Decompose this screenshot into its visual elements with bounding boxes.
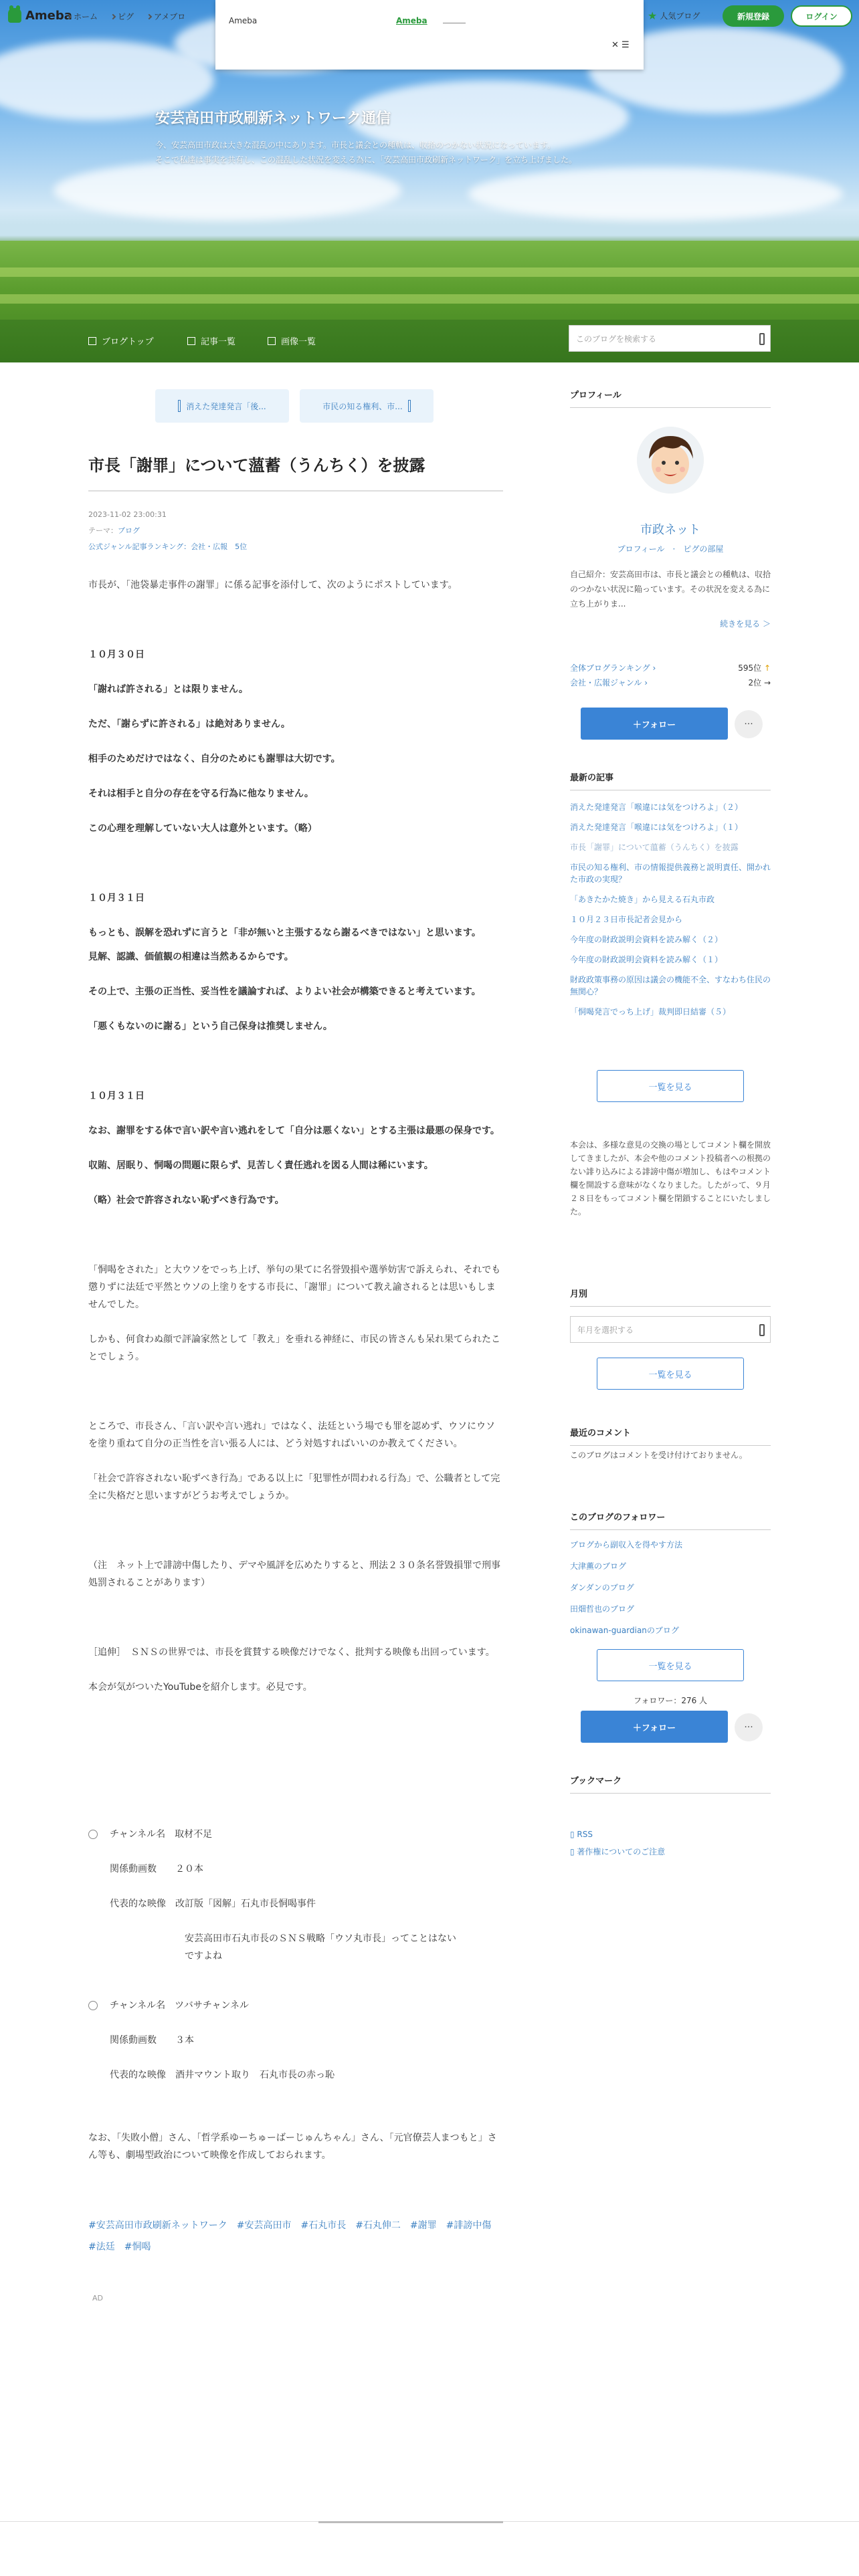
prev-entry-button[interactable] bbox=[155, 389, 289, 423]
global-nav-pig[interactable] bbox=[111, 11, 134, 22]
ameba-logo[interactable] bbox=[8, 8, 72, 23]
quote-line: もっとも、誤解を恐れずに言うと「非が無いと主張するなら謝るべきではない」と思います。 bbox=[88, 928, 481, 938]
article-body bbox=[88, 576, 503, 1696]
comments-disabled-text: このブログはコメントを受け付けておりません。 bbox=[570, 1451, 747, 1460]
login-button[interactable]: ログイン bbox=[791, 5, 852, 27]
nav-label: 画像一覧 bbox=[281, 337, 316, 347]
ranking-label[interactable]: 公式ジャンル記事ランキング： bbox=[88, 542, 191, 551]
next-entry-button[interactable] bbox=[300, 389, 434, 423]
bookmarks-heading: ブックマーク bbox=[570, 1774, 771, 1794]
field-band bbox=[0, 267, 859, 277]
ranking-value: 2位 bbox=[748, 678, 762, 687]
quote-line: その上で、主張の正当性、妥当性を議論すれば、よりよい社会が構築できると考えています。 bbox=[88, 986, 481, 997]
paragraph: （注 ネット上で誹謗中傷したり、デマや風評を広めたりすると、刑法２３０条名誉毀損罪で刑事処罰されることがあります） bbox=[88, 1560, 500, 1588]
chevron-icon bbox=[110, 13, 116, 19]
monthly-archive-more-button[interactable]: 一覧を見る bbox=[597, 1358, 744, 1390]
quote-line: 「謝れば許される」とは限りません。 bbox=[88, 684, 248, 695]
chevron-right-icon bbox=[408, 400, 411, 412]
nav-image-list[interactable] bbox=[268, 334, 316, 347]
recent-entry-link[interactable]: 今年度の財政説明会資料を読み解く（１） bbox=[570, 955, 723, 964]
paragraph: 「恫喝をされた」と大ウソをでっち上げ、挙句の果てに名誉毀損や選挙妨害で訴えられ、それでも懲りずに法廷で平然とウソの上塗りをする市長に、「謝罪」について教え諭されるとは思いもしませんでした。 bbox=[88, 1265, 501, 1310]
month-select-placeholder: 年月を選択する bbox=[577, 1325, 634, 1335]
paragraph: 「社会で許容されない恥ずべき行為」である以上に「犯罪性が問われる行為」で、公職者として完全に失格だと思いますがどうお考えでしょうか。 bbox=[88, 1473, 500, 1501]
recent-entry-link[interactable]: 今年度の財政説明会資料を読み解く（２） bbox=[570, 935, 723, 944]
trend-flat-icon: → bbox=[763, 678, 771, 687]
recent-entries-more-button[interactable]: 一覧を見る bbox=[597, 1070, 744, 1102]
global-nav bbox=[67, 11, 185, 22]
channel-label: チャンネル名 bbox=[110, 2000, 166, 2011]
global-nav-label: ピグ bbox=[118, 12, 134, 21]
paragraph: ところで、市長さん、「言い訳や言い逃れ」ではなく、法廷という場でも罪を認めず、ウソにウソを塗り重ねて自分の正当性を言い張る人には、どう対処すればいいのか教えてください。 bbox=[88, 1421, 496, 1449]
follower-link[interactable]: 田畑哲也のブログ bbox=[570, 1604, 635, 1614]
more-options-icon[interactable]: ··· bbox=[735, 710, 763, 738]
quote-line: 「悪くもないのに謝る」という自己保身は推奨しません。 bbox=[88, 1021, 332, 1032]
channel-video: 安芸高田市石丸市長のＳＮＳ戦略「ウソ丸市長」ってことはない bbox=[185, 1933, 456, 1944]
blog-description-line: 今、安芸高田市政は大きな混乱の中にあります。市長と議会との種軌は、収拾のつかない状況になっています。 bbox=[155, 140, 556, 150]
nav-entry-list[interactable] bbox=[187, 334, 235, 347]
followers-list bbox=[570, 1534, 771, 1641]
channel-name: 取材不足 bbox=[175, 1829, 213, 1840]
circle-bullet-icon bbox=[88, 1830, 98, 1839]
channel-label: 代表的な映像 bbox=[110, 2070, 166, 2080]
image-icon bbox=[268, 337, 276, 345]
overall-ranking[interactable] bbox=[570, 662, 771, 673]
blog-description bbox=[155, 138, 690, 167]
channel-label: 代表的な映像 bbox=[110, 1899, 166, 1909]
channel-name: ツバサチャンネル bbox=[175, 2000, 250, 2011]
blog-title[interactable]: 安芸高田市政刷新ネットワーク通信 bbox=[155, 110, 391, 127]
cloud bbox=[54, 160, 401, 221]
article-date: 2023-11-02 23:00:31 bbox=[88, 510, 167, 519]
monthly-archive-heading: 月別 bbox=[570, 1287, 771, 1307]
ranking-value[interactable]: 会社・広報 5位 bbox=[191, 542, 248, 551]
hashtag-list[interactable]: #安芸高田市政刷新ネットワーク #安芸高田市 #石丸市長 #石丸伸二 #謝罪 #誹謗中傷 #法廷 #恫喝 bbox=[88, 2220, 501, 2252]
followers-heading: このブログのフォロワー bbox=[570, 1510, 771, 1530]
home-icon bbox=[88, 337, 96, 345]
profile-intro: 自己紹介：安芸高田市は、市長と議会との種軌は、収拾のつかない状況に陥っています。その状況を変える為に立ち上がりま... bbox=[570, 570, 771, 609]
global-nav-label: ホーム bbox=[74, 12, 98, 21]
popular-blog-label: 人気ブログ bbox=[660, 11, 700, 21]
comment-notice: 本会は、多様な意見の交換の場としてコメント欄を開放してきましたが、本会や他のコメント投稿者への根拠のない誹り込みによる誹謗中傷が増加し、もはやコメント欄を開設する意味がなくなりました。したがって、９月２８日をもってコメント欄を閉鎖することにいたしました。 bbox=[570, 1140, 771, 1216]
paragraph: なお、「失敗小僧」さん、「哲学系ゆーちゅーばーじゅんちゃん」さん、「元官僚芸人まつもと」さん等も、劇場型政治について映像を作成しておられます。 bbox=[88, 2133, 497, 2161]
profile-links: プロフィール · ピグの部屋 bbox=[617, 544, 724, 554]
recent-entry-link[interactable]: 消えた発達発言「喉違には気をつけろよ」（２） bbox=[570, 802, 743, 812]
chevron-left-icon bbox=[178, 400, 181, 412]
follower-link[interactable]: 大津薫のブログ bbox=[570, 1562, 627, 1571]
nav-label: 記事一覧 bbox=[201, 337, 236, 347]
article-theme bbox=[88, 523, 247, 539]
quote-date: １０月３０日 bbox=[88, 649, 145, 660]
ad-close-icon[interactable]: ✕ ☰ bbox=[611, 40, 630, 50]
nav-label: ブログトップ bbox=[102, 337, 154, 347]
recent-entries-heading: 最新の記事 bbox=[570, 770, 771, 790]
follower-link[interactable]: okinawan-guardianのブログ bbox=[570, 1626, 679, 1635]
recent-entry-link[interactable]: １０月２３日市長記者会見から bbox=[570, 915, 683, 924]
recent-entry-link[interactable]: 消えた発達発言「喉違には気をつけろよ」（１） bbox=[570, 823, 743, 832]
chevron-icon bbox=[66, 13, 72, 19]
follower-count: フォロワー：276 人 bbox=[633, 1696, 708, 1705]
rss-icon: ▯ bbox=[570, 1830, 577, 1839]
recent-entry-link[interactable]: 市民の知る権利、市の情報提供義務と説明責任、開かれた市政の実現？ bbox=[570, 863, 771, 884]
article-meta bbox=[88, 507, 247, 555]
recent-entry-link[interactable]: 「あきたかた焼き」から見える石丸市政 bbox=[570, 895, 715, 904]
global-nav-label: アメブロ bbox=[154, 12, 186, 21]
paragraph: しかも、何食わぬ顔で評論家然として「教え」を垂れる神経に、市民の皆さんも呆れ果てられたことでしょう。 bbox=[88, 1334, 500, 1362]
blog-search-input[interactable] bbox=[569, 325, 771, 352]
follower-link[interactable]: ブログから副収入を得やす方法 bbox=[570, 1540, 683, 1549]
next-entry-label: 市民の知る権利、市... bbox=[322, 401, 403, 411]
ad-overlay[interactable] bbox=[215, 0, 644, 70]
bookmark-label: 著作権についてのご注意 bbox=[577, 1847, 666, 1856]
quote-line: ただ、「謝らずに許される」は絶対ありません。 bbox=[88, 719, 290, 730]
quote-line: なお、謝罪をする体で言い訳や言い逃れをして「自分は悪くない」とする主張は最悪の保身です。 bbox=[88, 1125, 500, 1136]
channel-label: 関係動画数 bbox=[110, 1864, 157, 1874]
trend-up-icon: ↑ bbox=[763, 663, 771, 673]
quote-line: この心理を理解していない大人は意外といます。（略） bbox=[88, 823, 317, 834]
profile-heading: プロフィール bbox=[570, 388, 771, 408]
chevron-icon bbox=[147, 13, 152, 19]
follow-button[interactable]: ＋フォロー bbox=[581, 708, 728, 740]
global-nav-home[interactable] bbox=[67, 11, 98, 22]
more-options-icon[interactable]: ··· bbox=[735, 1713, 763, 1741]
channel-video: 酒井マウント取り 石丸市長の赤っ恥 bbox=[175, 2070, 335, 2080]
recent-entries-list bbox=[570, 801, 771, 1026]
channel-label: チャンネル名 bbox=[110, 1829, 166, 1840]
entry-pager bbox=[155, 389, 434, 423]
avatar[interactable] bbox=[637, 427, 704, 494]
article-title[interactable]: 市長「謝罪」について薀蓄（うんちく）を披露 bbox=[88, 452, 503, 492]
ranking-label: 全体ブログランキング › bbox=[570, 663, 656, 673]
nav-blog-top[interactable] bbox=[88, 334, 154, 347]
recent-comments-heading: 最近のコメント bbox=[570, 1426, 771, 1446]
avatar-illustration bbox=[637, 427, 704, 494]
ad-link[interactable]: Ameba bbox=[396, 16, 427, 25]
document-icon: ▯ bbox=[570, 1847, 577, 1856]
quote-line: 収賄、居眠り、恫喝の問題に限らず、見苦しく責任逃れを図る人間は稀にいます。 bbox=[88, 1160, 434, 1171]
follow-button[interactable]: ＋フォロー bbox=[581, 1711, 728, 1743]
read-more-link[interactable]: 続きを見る ＞ bbox=[720, 619, 771, 629]
month-select[interactable] bbox=[570, 1316, 771, 1343]
ad-label: Ameba bbox=[229, 16, 258, 25]
global-nav-ameblo[interactable] bbox=[147, 11, 185, 22]
article-ranking bbox=[88, 539, 247, 555]
ad-label: AD bbox=[92, 2294, 103, 2302]
paragraph: 市長が、「池袋暴走事件の謝罪」に係る記事を添付して、次のようにポストしています。 bbox=[88, 580, 458, 591]
footer-divider bbox=[318, 2521, 503, 2523]
chevron-down-icon bbox=[759, 1324, 765, 1336]
circle-bullet-icon bbox=[88, 2001, 98, 2010]
channel-label: 関係動画数 bbox=[110, 2035, 157, 2046]
ameba-logo-icon bbox=[8, 8, 21, 23]
bookmarks-list bbox=[570, 1826, 771, 1860]
pig-room-link[interactable]: ピグの部屋 bbox=[683, 544, 724, 554]
bookmark-rss[interactable] bbox=[570, 1826, 771, 1843]
field-band bbox=[0, 294, 859, 304]
prev-entry-label: 消えた発達発言「後... bbox=[186, 401, 266, 411]
quote-date: １０月３１日 bbox=[88, 1091, 145, 1101]
ranking-label: 会社・広報ジャンル › bbox=[570, 678, 648, 687]
search-icon[interactable] bbox=[759, 333, 765, 345]
followers-more-button[interactable]: 一覧を見る bbox=[597, 1649, 744, 1681]
genre-ranking[interactable] bbox=[570, 677, 771, 688]
channel-count: ２０本 bbox=[175, 1864, 203, 1874]
recent-entry-link[interactable]: 「恫喝発言でっち上げ」裁判即日結審（５） bbox=[570, 1007, 731, 1016]
paragraph: 本会が気がついたYouTubeを紹介します。必見です。 bbox=[88, 1682, 312, 1693]
quote-line: 相手のためだけではなく、自分のためにも謝罪は大切です。 bbox=[88, 754, 341, 764]
quote-line: （略）社会で許容されない恥ずべき行為です。 bbox=[88, 1195, 284, 1206]
quote-line: 見解、認識、価値観の相違は当然あるからです。 bbox=[88, 952, 294, 962]
theme-label: テーマ： bbox=[88, 526, 118, 535]
recent-entry-link[interactable]: 財政政策事務の原因は議会の機能不全、すなわち住民の無関心？ bbox=[570, 975, 771, 996]
crown-icon: ★ bbox=[648, 9, 658, 22]
follower-link[interactable]: ダンダンのブログ bbox=[570, 1583, 634, 1592]
cloud bbox=[468, 167, 843, 221]
profile-link[interactable]: プロフィール bbox=[617, 544, 665, 554]
bookmark-label: RSS bbox=[577, 1830, 593, 1839]
theme-link[interactable]: ブログ bbox=[118, 526, 140, 535]
popular-blog-link[interactable] bbox=[648, 9, 700, 22]
blog-description-line: そこで私達は事実を共有し、この混乱した状況を変える為に、「安芸高田市政刷新ネットワーク」を立ち上げました。 bbox=[155, 155, 577, 165]
ranking-value: 595位 bbox=[738, 663, 762, 673]
blogger-nickname[interactable]: 市政ネット bbox=[640, 523, 700, 537]
paragraph: ［追伸］ ＳＮＳの世界では、市長を賞賛する映像だけでなく、批判する映像も出回っています。 bbox=[88, 1647, 495, 1658]
channel-video: 改訂版「図解」石丸市長恫喝事件 bbox=[175, 1899, 316, 1909]
channel-count: ３本 bbox=[175, 2035, 194, 2046]
logo-text: Ameba bbox=[25, 8, 72, 23]
channel-video: ですよね bbox=[185, 1951, 222, 1961]
list-icon bbox=[187, 337, 195, 345]
bookmark-copyright[interactable] bbox=[570, 1843, 771, 1860]
recent-entry-link[interactable]: 市長「謝罪」について薀蓄（うんちく）を披露 bbox=[570, 843, 739, 852]
quote-line: それは相手と自分の存在を守る行為に他なりません。 bbox=[88, 788, 314, 799]
register-button[interactable]: 新規登録 bbox=[723, 5, 784, 27]
quote-date: １０月３１日 bbox=[88, 893, 145, 903]
search-placeholder: このブログを検索する bbox=[576, 334, 657, 344]
